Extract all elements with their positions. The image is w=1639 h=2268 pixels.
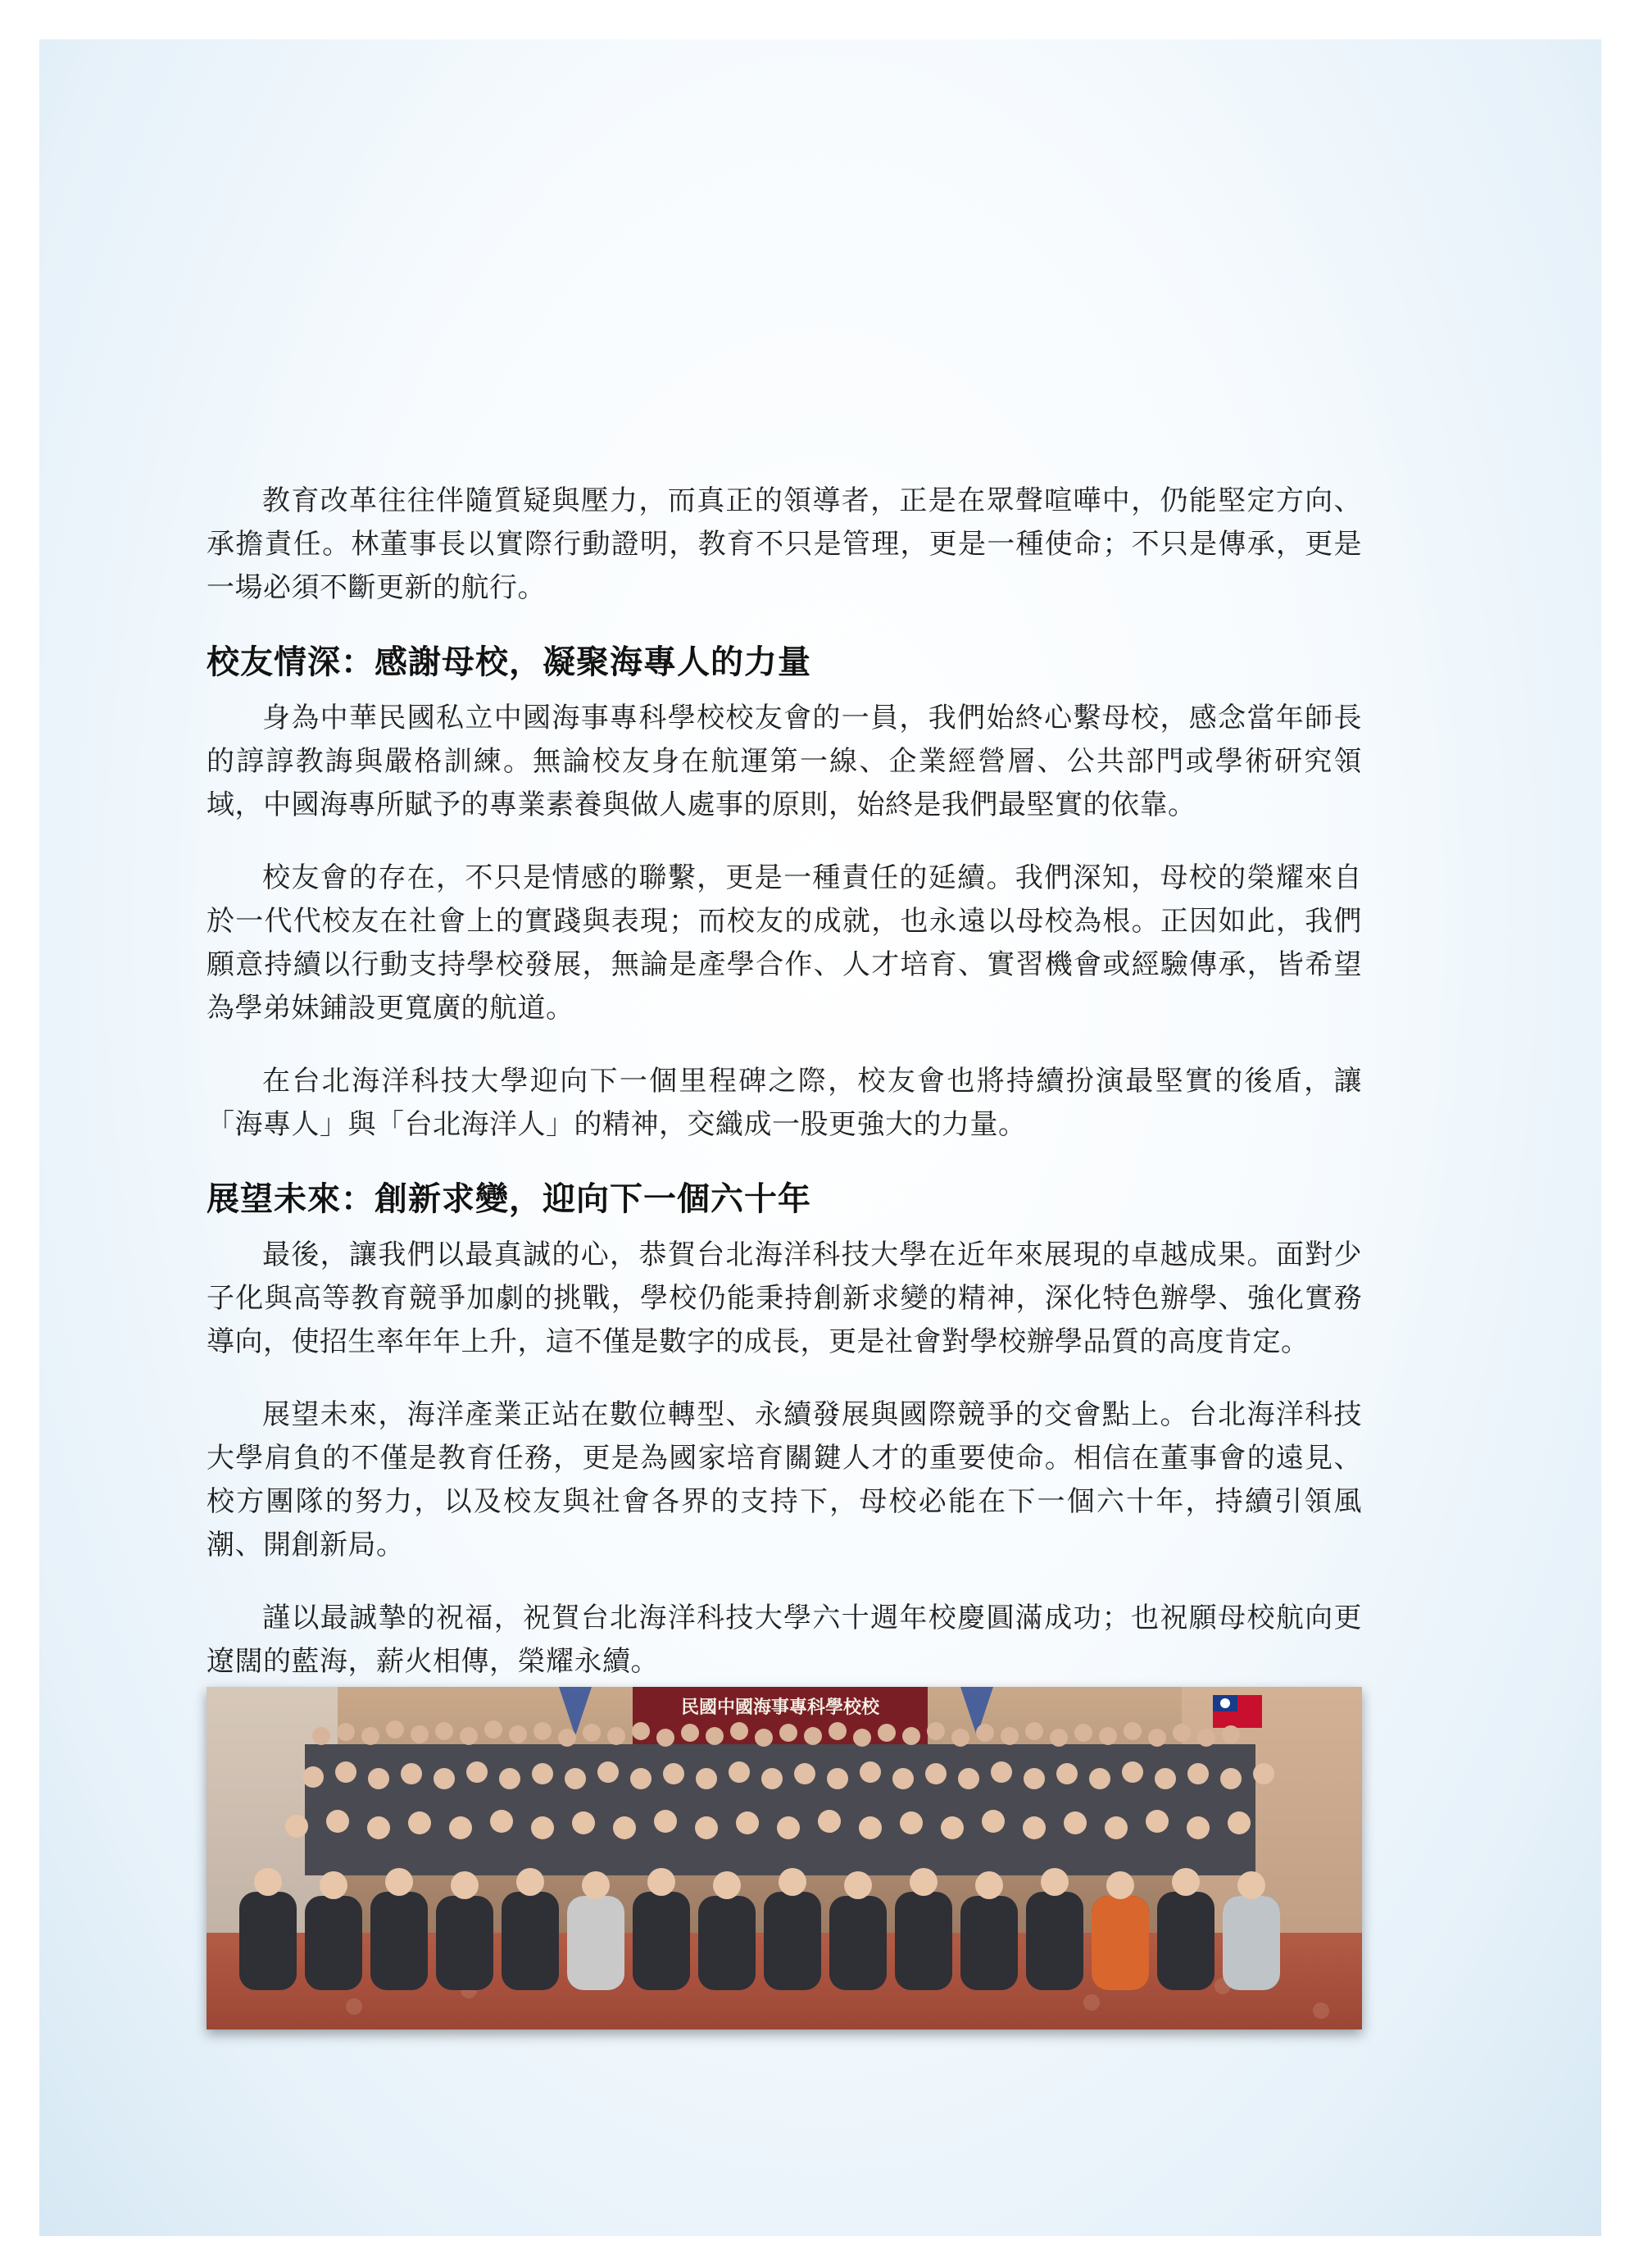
alumni-paragraph-3: 在台北海洋科技大學迎向下一個里程碑之際，校友會也將持續扮演最堅實的後盾，讓「海專人」與「台北海洋人」的精神，交織成一股更強大的力量。: [207, 1065, 1362, 1141]
group-photo-image: [207, 1687, 1362, 2029]
section-heading-alumni: 校友情深：感謝母校，凝聚海專人的力量: [207, 643, 811, 681]
future-paragraph-2: 展望未來，海洋產業正站在數位轉型、永續發展與國際競爭的交會點上。台北海洋科技大學肩負的不僅是教育任務，更是為國家培育關鍵人才的重要使命。相信在董事會的遠見、校方團隊的努力，以及校友與社會各界的支持下，母校必能在下一個六十年，持續引領風潮、開創新局。: [207, 1398, 1362, 1561]
group-photo: [207, 1687, 1362, 2029]
banner-text: 民國中國海事專科學校校: [680, 1698, 880, 1718]
alumni-paragraph-2: 校友會的存在，不只是情感的聯繫，更是一種責任的延續。我們深知，母校的榮耀來自於一代代校友在社會上的實踐與表現；而校友的成就，也永遠以母校為根。正因如此，我們願意持續以行動支持學校發展，無論是產學合作、人才培育、實習機會或經驗傳承，皆希望為學弟妹鋪設更寬廣的航道。: [207, 861, 1362, 1025]
alumni-paragraph-1: 身為中華民國私立中國海事專科學校校友會的一員，我們始終心繫母校，感念當年師長的諄諄教誨與嚴格訓練。無論校友身在航運第一線、企業經營層、公共部門或學術研究領域，中國海專所賦予的專業素養與做人處事的原則，始終是我們最堅實的依靠。: [207, 702, 1362, 821]
section-heading-future: 展望未來：創新求變，迎向下一個六十年: [207, 1180, 811, 1218]
future-paragraph-3: 謹以最誠摯的祝福，祝賀台北海洋科技大學六十週年校慶圓滿成功；也祝願母校航向更遼闊的藍海，薪火相傳，榮耀永續。: [207, 1602, 1362, 1678]
intro-paragraph: 教育改革往往伴隨質疑與壓力，而真正的領導者，正是在眾聲喧嘩中，仍能堅定方向、承擔責任。林董事長以實際行動證明，教育不只是管理，更是一種使命；不只是傳承，更是一場必須不斷更新的航行。: [207, 484, 1362, 604]
future-paragraph-1: 最後，讓我們以最真誠的心，恭賀台北海洋科技大學在近年來展現的卓越成果。面對少子化與高等教育競爭加劇的挑戰，學校仍能秉持創新求變的精神，深化特色辦學、強化實務導向，使招生率年年上升，這不僅是數字的成長，更是社會對學校辦學品質的高度肯定。: [207, 1239, 1362, 1358]
article-body: [207, 480, 1362, 1713]
